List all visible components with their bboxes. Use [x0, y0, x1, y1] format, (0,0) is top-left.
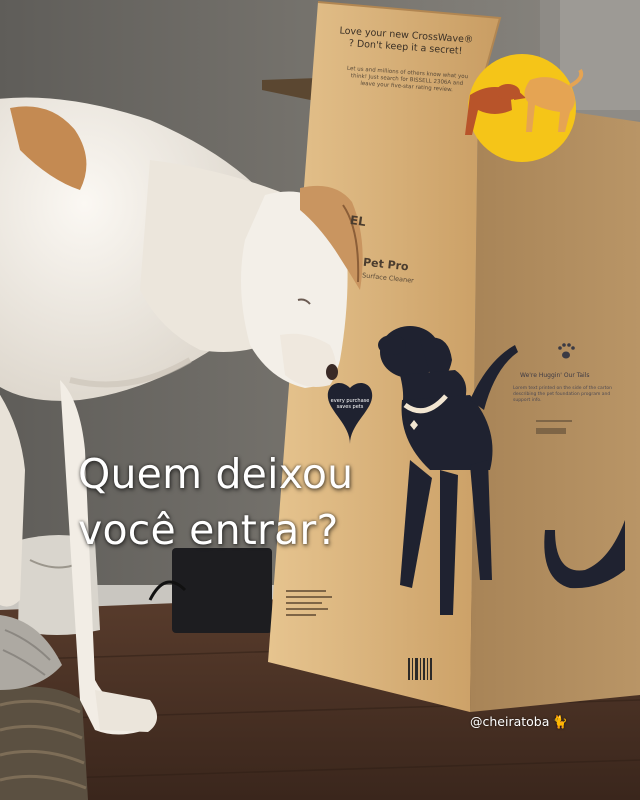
box-brand-fragment: EL: [349, 212, 367, 230]
dark-object: [172, 548, 272, 633]
box-heart-text: every purchase saves pets: [330, 398, 370, 410]
caption-line-1: Quem deixou: [78, 450, 354, 498]
watermark-handle: [470, 714, 568, 730]
box-side-title: We're Huggin' Our Tails: [520, 372, 590, 379]
cat-icon: 🐈: [552, 714, 568, 729]
caption-overlay: [78, 446, 498, 558]
box-body-text: Let us and millions of others know what you think! Just search for BISSELL 2306A and leave your five-star rating review.: [346, 65, 469, 94]
box-side: [470, 98, 640, 712]
caption-line-2: você entrar?: [78, 506, 339, 554]
box-side-text: Lorem text printed on the side of the carton describing the pet foundation program and support info.: [513, 386, 612, 403]
box-product-subtitle: Surface Cleaner: [361, 271, 415, 285]
box-headline-text: Love your new CrossWave® ? Don't keep it a secret!: [339, 25, 474, 57]
handle-text: @cheiratoba: [470, 714, 550, 729]
box-product-name: Pet Pro: [362, 255, 410, 274]
